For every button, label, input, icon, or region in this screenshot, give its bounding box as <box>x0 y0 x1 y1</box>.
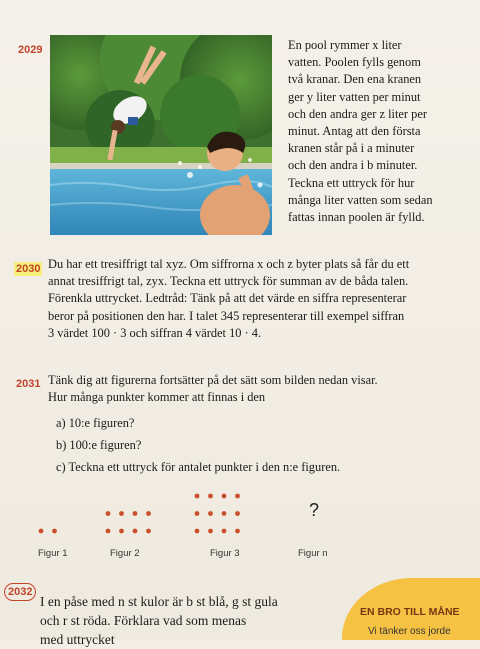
figure-3-dot <box>195 494 200 499</box>
text-line: I en påse med n st kulor är b st blå, g st gula <box>40 594 278 609</box>
figure-label-1: Figur 1 <box>38 548 68 559</box>
figure-3-dot <box>195 529 200 534</box>
problem-2031-items <box>56 412 340 478</box>
figure-3-dot <box>235 494 240 499</box>
text-line: minut. Antag att den första <box>288 124 421 139</box>
text-line: beror på positionen den har. I talet 345 representerar till exempel siffran <box>48 308 405 323</box>
figure-3-dot <box>208 529 213 534</box>
problem-number-2030: 2030 <box>16 263 41 275</box>
text-line: Tänk dig att figurerna fortsätter på det sätt som bilden nedan visar. <box>48 373 378 387</box>
section-banner <box>342 578 480 640</box>
figure-2-dot <box>146 529 151 534</box>
text-line: annat tresiffrigt tal, zyx. Teckna ett uttryck för summan av de båda talen. <box>48 274 409 289</box>
figure-2-dot <box>133 529 138 534</box>
text-line: Teckna ett uttryck för hur <box>288 175 415 190</box>
figure-label-n: Figur n <box>298 548 328 559</box>
banner-text: Vi tänker oss jorde <box>368 626 451 637</box>
figure-2-dot <box>133 511 138 516</box>
problem-number-2029: 2029 <box>18 44 43 56</box>
figure-3-dot <box>235 511 240 516</box>
figure-3-dot <box>208 494 213 499</box>
figure-3-dot <box>235 529 240 534</box>
problem-number-2031: 2031 <box>16 378 41 390</box>
text-line: två kranar. Den ena kranen <box>288 72 422 87</box>
question-mark: ? <box>309 500 320 520</box>
figure-3-dot <box>208 511 213 516</box>
problem-2032-text <box>40 592 278 649</box>
text-line: vatten. Poolen fylls genom <box>288 55 421 70</box>
text-line: 3 värdet 100 · 3 och siffran 4 värdet 10 · 4. <box>48 325 262 340</box>
text-line: Förenkla uttrycket. Ledtråd: Tänk på att det värde en siffra representerar <box>48 291 407 306</box>
figure-2-dot <box>106 529 111 534</box>
text-line: Hur många punkter kommer att finnas i den <box>48 390 266 405</box>
problem-2031-intro <box>48 372 378 406</box>
pool-photo <box>50 35 272 235</box>
text-line: kranen står på i a minuter <box>288 141 415 156</box>
figure-2-dot <box>119 529 124 534</box>
problem-2029-text <box>288 37 433 226</box>
question-item-c: c) Teckna ett uttryck för antalet punkter i den n:e figuren. <box>56 460 341 474</box>
dot-figures <box>0 478 480 558</box>
figure-1-dot <box>52 529 57 534</box>
text-line: med uttrycket <box>40 632 115 647</box>
banner-title: EN BRO TILL MÅNE <box>360 606 460 618</box>
figure-2-dot <box>146 511 151 516</box>
problem-2030-text <box>48 256 409 342</box>
figure-3-dot <box>222 494 227 499</box>
question-item-a: a) 10:e figuren? <box>56 416 135 430</box>
figure-3-dot <box>222 529 227 534</box>
text-line: fattas innan poolen är fylld. <box>288 210 425 225</box>
text-line: och den andra i b minuter. <box>288 158 418 173</box>
figure-3-dot <box>195 511 200 516</box>
text-line: ger y liter vatten per minut <box>288 89 421 104</box>
text-line: Du har ett tresiffrigt tal xyz. Om siffrorna x och z byter plats så får du ett <box>48 257 410 271</box>
text-line: En pool rymmer x liter <box>288 38 402 52</box>
question-item-b: b) 100:e figuren? <box>56 438 142 452</box>
figure-label-3: Figur 3 <box>210 548 240 559</box>
text-line: och r st röda. Förklara vad som menas <box>40 613 247 628</box>
problem-number-2032: 2032 <box>4 583 36 601</box>
figure-1-dot <box>39 529 44 534</box>
figure-3-dot <box>222 511 227 516</box>
text-line: många liter vatten som sedan <box>288 192 433 207</box>
figure-2-dot <box>106 511 111 516</box>
text-line: och den andra ger z liter per <box>288 106 427 121</box>
figure-label-2: Figur 2 <box>110 548 140 559</box>
figure-2-dot <box>119 511 124 516</box>
